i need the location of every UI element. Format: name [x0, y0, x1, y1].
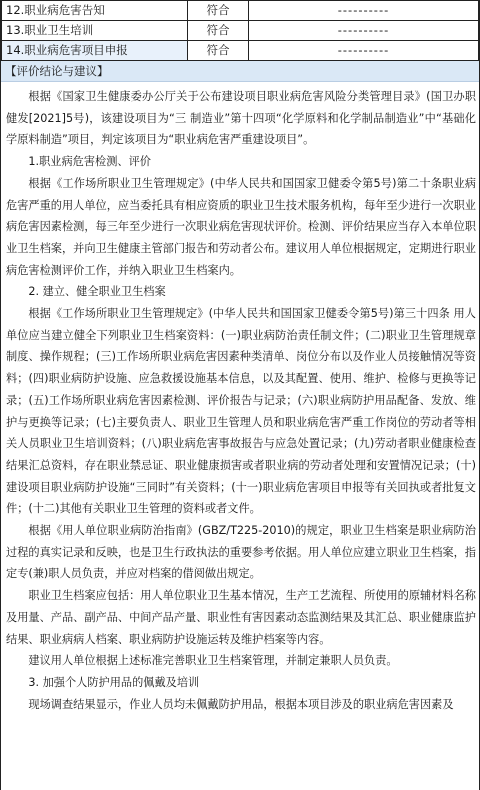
paragraph-records-guideline: 根据《用人单位职业病防治指南》(GBZ/T225-2010)的规定，职业卫生档案是职业病防治过程的真实记录和反映，也是卫生行政执法的重要参考依据。用人单位应建立职业卫生档案，指定专(兼)职人员负责，并应对档案的借阅做出规定。 — [6, 524, 476, 581]
compliance-table — [1, 0, 479, 61]
paragraph-records-contents: 职业卫生档案应包括：用人单位职业卫生基本情况，生产工艺流程、所使用的原辅材料名称及用量、产品、副产品、中间产品产量、职业性有害因素动态监测结果及其汇总、职业健康监护结果、职业病病人档案、职业病防护设施运转及维护档案等内容。 — [6, 589, 476, 646]
table-row — [2, 21, 479, 41]
note-cell: ---------- — [249, 41, 479, 61]
result-cell: 符合 — [188, 21, 249, 41]
paragraph-risk-classification: 根据《国家卫生健康委办公厅关于公布建设项目职业病危害风险分类管理目录》(国卫办职健发[2021]5号)，该建设项目为“三 制造业”第十四项“化学原料和化学制品制造业”中“基础化学原料制造”项目，判定该项目为“职业病危害严重建设项目”。 — [6, 90, 476, 147]
paragraph-detection-evaluation: 根据《工作场所职业卫生管理规定》(中华人民共和国国家卫健委令第5号)第二十条职业病危害严重的用人单位，应当委托具有相应资质的职业卫生技术服务机构，每年至少进行一次职业病危害因素检测，每三年至少进行一次职业病危害现状评价。检测、评价结果应当存入本单位职业卫生档案，并向卫生健康主管部门报告和劳动者公布。建议用人单位根据规定，定期进行职业病危害检测评价工作，并纳入职业卫生档案内。 — [6, 176, 476, 277]
note-cell: ---------- — [249, 1, 479, 21]
item-cell: 14.职业病危害项目申报 — [2, 41, 188, 61]
subheading-health-records: 2. 建立、健全职业卫生档案 — [28, 285, 166, 299]
section-header: 【评价结论与建议】 — [1, 61, 479, 82]
paragraph-records-list: 根据《工作场所职业卫生管理规定》(中华人民共和国国家卫健委令第5号)第三十四条 用人单位应当建立健全下列职业卫生档案资料：(一)职业病防治责任制文件；(二)职业卫生管理规章制度、操作规程；(三)工作场所职业病危害因素种类清单、岗位分布以及作业人员接触情况等资料；(四)职业病防护设施、应急救援设施基本信息，以及其配置、使用、维护、检修与更换等记录；(五)工作场所职业病危害因素检测、评价报告与记录；(六)职业病防护用品配备、发放、维护与更换等记录；(七)主要负责人、职业卫生管理人员和职业病危害严重工作岗位的劳动者等相关人员职业卫生培训资料；(八)职业病危害事故报告与应急处置记录；(九)劳动者职业健康检查结果汇总资料，存在职业禁忌证、职业健康损害或者职业病的劳动者处理和安置情况记录；(十)建设项目职业病防护设施“三同时”有关资料；(十一)职业病危害项目申报等有关回执或者批复文件；(十二)其他有关职业卫生管理的资料或者文件。 — [6, 307, 476, 516]
subheading-detection-evaluation: 1.职业病危害检测、评价 — [28, 155, 151, 169]
section-body — [1, 82, 479, 715]
result-cell: 符合 — [188, 41, 249, 61]
table-row — [2, 1, 479, 21]
paragraph-protective-equipment: 现场调查结果显示，作业人员均未佩戴防护用品，根据本项目涉及的职业病危害因素及 — [28, 697, 454, 711]
item-cell: 13.职业卫生培训 — [2, 21, 188, 41]
note-cell: ---------- — [249, 21, 479, 41]
subheading-protective-equipment: 3. 加强个人防护用品的佩戴及培训 — [28, 675, 200, 689]
item-cell: 12.职业病危害告知 — [2, 1, 188, 21]
result-cell: 符合 — [188, 1, 249, 21]
paragraph-records-suggestion: 建议用人单位根据上述标准完善职业卫生档案管理，并制定兼职人员负责。 — [28, 654, 398, 668]
table-row — [2, 41, 479, 61]
